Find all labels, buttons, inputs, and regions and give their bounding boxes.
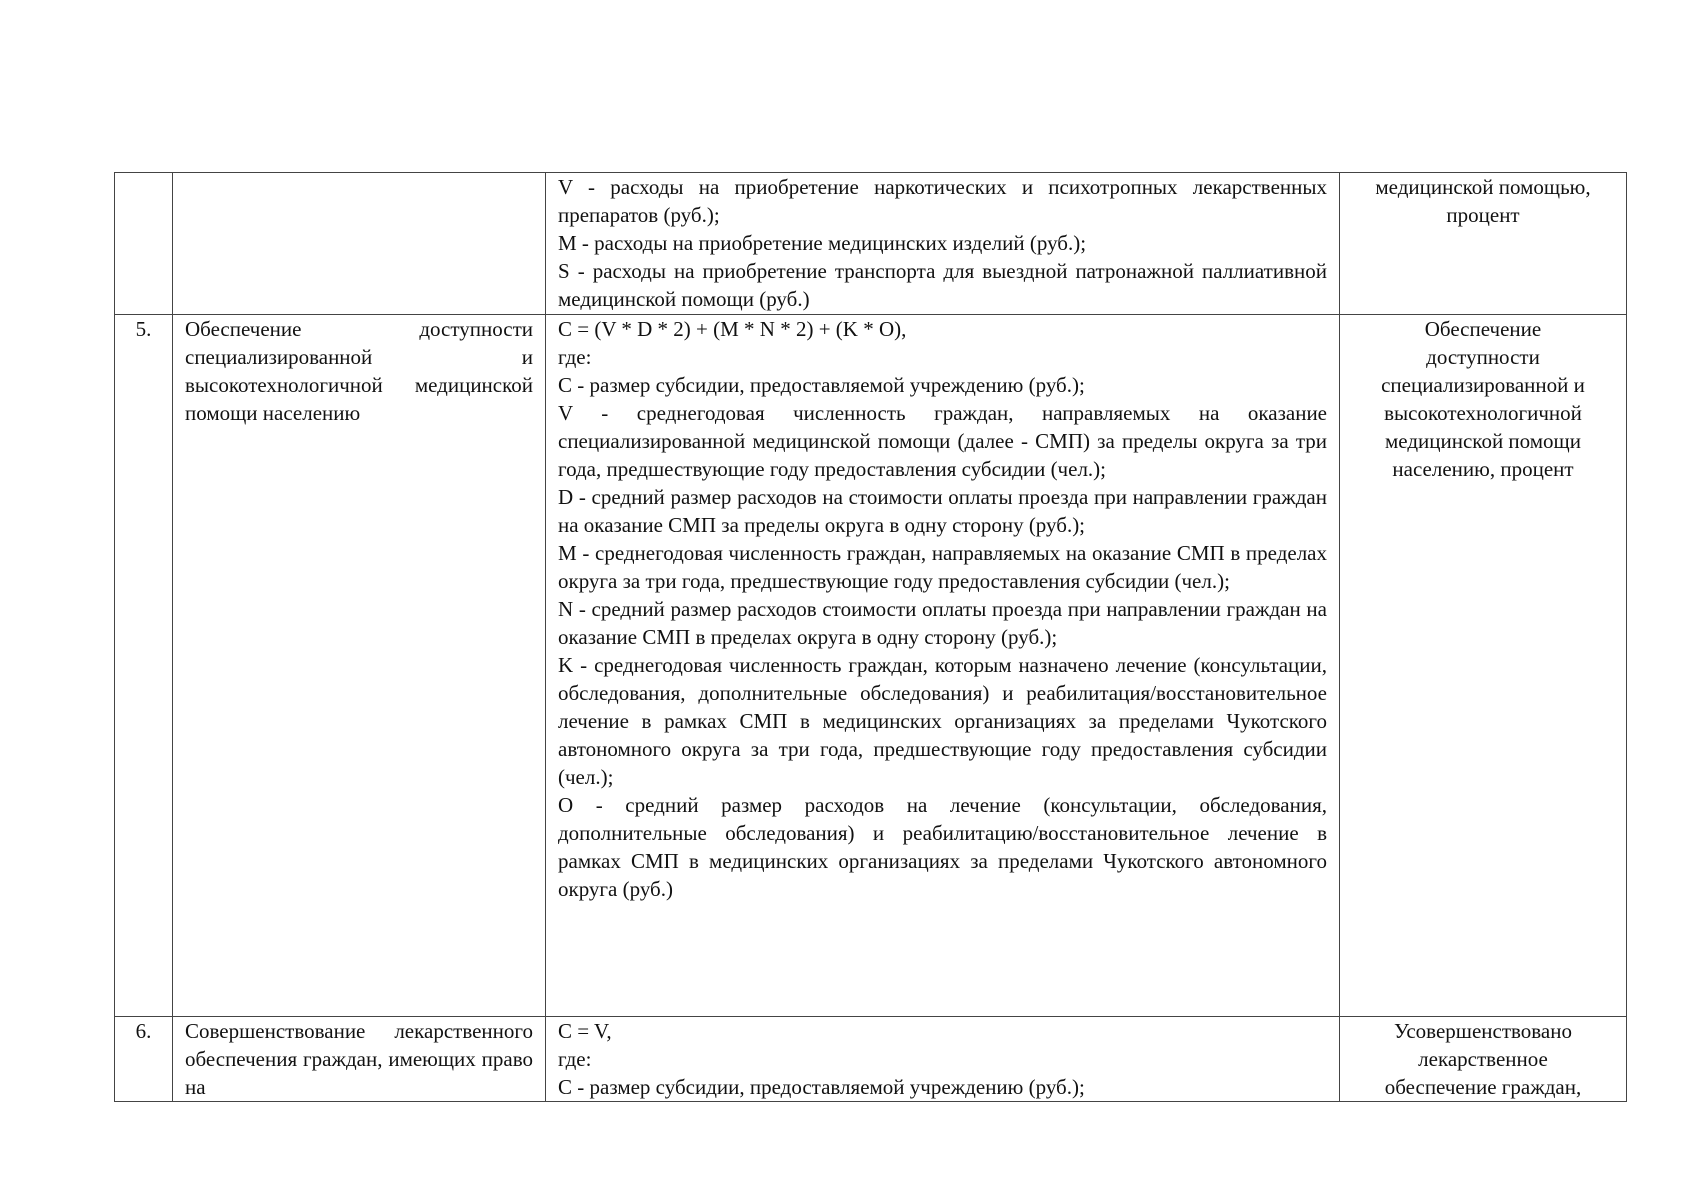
indicator-line: Обеспечение (1424, 317, 1542, 341)
indicator-line: медицинской помощью, (1375, 175, 1591, 199)
indicator-line: обеспечение граждан, (1384, 1075, 1582, 1099)
row-indicator (1340, 315, 1627, 1017)
formula-line: где: (558, 345, 592, 369)
row-indicator (1340, 173, 1627, 315)
indicator-line: лекарственное (1418, 1047, 1548, 1071)
row-name-text: Совершенствование лекарственного обеспечения граждан, имеющих право на (185, 1019, 533, 1099)
indicator-line: Усовершенствовано (1394, 1019, 1572, 1043)
formula-line: M - среднегодовая численность граждан, направляемых на оказание СМП в пределах округа за три года, предшествующие году предоставления субсидии (чел.); (558, 541, 1327, 593)
row-indicator (1340, 1017, 1627, 1102)
formula-line: S - расходы на приобретение транспорта для выездной патронажной паллиативной медицинской помощи (руб.) (558, 259, 1327, 311)
indicator-line: высокотехнологичной (1384, 401, 1582, 425)
subsidy-table (114, 172, 1627, 1102)
row-name (173, 315, 546, 1017)
formula-line: C = V, (558, 1019, 612, 1043)
indicator-line: медицинской помощи (1385, 429, 1581, 453)
row-name (173, 1017, 546, 1102)
formula-line: O - средний размер расходов на лечение (консультации, обследования, дополнительные обследования) и реабилитацию/восстановительное лечение в рамках СМП в медицинских организациях за пределами Чукотского автономного округа (руб.) (558, 793, 1327, 901)
indicator-line: процент (1446, 203, 1520, 227)
table-row (115, 315, 1627, 1017)
row-formula (546, 1017, 1340, 1102)
row-name (173, 173, 546, 315)
formula-line: M - расходы на приобретение медицинских изделий (руб.); (558, 231, 1087, 255)
formula-line: D - средний размер расходов на стоимости оплаты проезда при направлении граждан на оказание СМП за пределы округа в одну сторону (руб.); (558, 485, 1327, 537)
indicator-line: специализированной и (1381, 373, 1585, 397)
table-row (115, 1017, 1627, 1102)
row-number (115, 173, 173, 315)
row-number: 5. (115, 315, 173, 1017)
table-row (115, 173, 1627, 315)
row-number: 6. (115, 1017, 173, 1102)
formula-line: V - расходы на приобретение наркотических и психотропных лекарственных препаратов (руб.); (558, 175, 1327, 227)
formula-line: где: (558, 1047, 592, 1071)
row-formula (546, 315, 1340, 1017)
formula-line: C - размер субсидии, предоставляемой учреждению (руб.); (558, 373, 1085, 397)
formula-line: V - среднегодовая численность граждан, направляемых на оказание специализированной медицинской помощи (далее - СМП) за пределы округа за три года, предшествующие году предоставления субсидии (чел.); (558, 401, 1327, 481)
indicator-line: населению, процент (1392, 457, 1574, 481)
formula-line: N - средний размер расходов стоимости оплаты проезда при направлении граждан на оказание СМП в пределах округа в одну сторону (руб.); (558, 597, 1327, 649)
row-name-text: Обеспечение доступности специализированной и высокотехнологичной медицинской помощи населению (185, 317, 533, 425)
row-formula (546, 173, 1340, 315)
formula-line: K - среднегодовая численность граждан, которым назначено лечение (консультации, обследования, дополнительные обследования) и реабилитация/восстановительное лечение в рамках СМП в медицинских организациях за пределами Чукотского автономного округа за три года, предшествующие году предоставления субсидии (чел.); (558, 653, 1327, 789)
formula-line: C = (V * D * 2) + (M * N * 2) + (K * O), (558, 317, 907, 341)
indicator-line: доступности (1426, 345, 1540, 369)
formula-line: C - размер субсидии, предоставляемой учреждению (руб.); (558, 1075, 1085, 1099)
